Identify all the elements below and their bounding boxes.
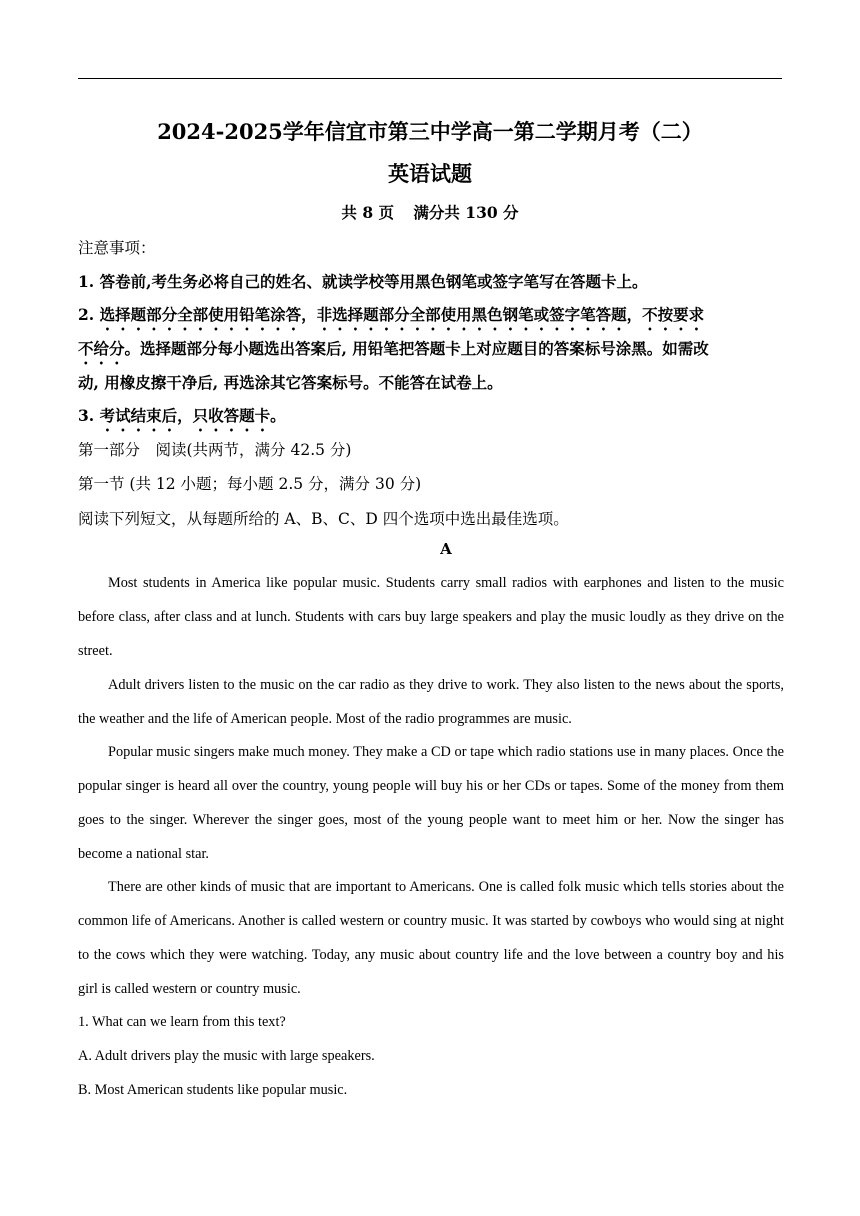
passage-paragraph-4: There are other kinds of music that are important to Americans. One is called folk music which tells stories about the common life of Americans. Another is called western or country music. It was started by cowboys who would sing at night to the cows which they were watching. Today, any music about country life and the love between a country boy and his girl is called western or country music. <box>78 879 784 997</box>
exam-title: 2024-2025学年信宜市第三中学高一第二学期月考（二） <box>157 119 703 144</box>
notice-item-2-line-3: 动, 用橡皮擦干净后, 再选涂其它答案标号。不能答在试卷上。 <box>78 373 503 392</box>
passage-paragraph-1: Most students in America like popular music. Students carry small radios with earphones and listen to the music before class, after class and at lunch. Students with cars buy large speakers and play the music loudly as they drive on the street. <box>78 575 784 659</box>
question-1-option-a: A. Adult drivers play the music with large speakers. <box>78 1048 375 1064</box>
emphasis-text: 选择题部分全部使用铅笔涂答，非选择题部分全部使用黑色钢笔或签字笔答题，不按要求 <box>99 305 705 324</box>
notice-heading: 注意事项： <box>78 239 156 257</box>
notice-item-2-line-1: 2. 选择题部分全部使用铅笔涂答，非选择题部分全部使用黑色钢笔或签字笔答题，不按要求 <box>78 305 705 324</box>
section-1-heading: 第一节 (共 12 小题；每小题 2.5 分，满分 30 分) <box>78 475 422 493</box>
notice-item-3: 3. 考试结束后，只收答题卡。 <box>78 406 286 425</box>
part-1-heading: 第一部分 阅读(共两节，满分 42.5 分) <box>78 441 352 459</box>
notice-item-1: 1. 答卷前,考生务必将自己的姓名、就读学校等用黑色钢笔或签字笔写在答题卡上。 <box>78 272 648 291</box>
passage-paragraph-3: Popular music singers make much money. They make a CD or tape which radio stations use in many places. Once the popular singer is heard all over the country, young people will buy his or her CDs or tapes. Some of the money from them goes to the singer. Wherever the singer goes, most of the young people want to meet him or her. Now the singer has become a national star. <box>78 744 784 862</box>
emphasis-text: 不给分 <box>78 339 125 358</box>
exam-subtitle: 英语试题 <box>388 161 472 186</box>
notice-item-2-line-2: 不给分。选择题部分每小题选出答案后, 用铅笔把答题卡上对应题目的答案标号涂黑。如需改 <box>78 339 709 358</box>
question-1-option-b: B. Most American students like popular music. <box>78 1082 348 1098</box>
exam-meta <box>0 201 860 223</box>
passage-label: A <box>440 540 452 558</box>
reading-instruction: 阅读下列短文，从每题所给的 A、B、C、D 四个选项中选出最佳选项。 <box>78 510 569 528</box>
full-score: 满分共 130 分 <box>413 203 519 222</box>
emphasis-text: 考试结束后，只收答题卡 <box>99 406 271 425</box>
page-count: 共 8 页 <box>341 203 394 222</box>
passage-paragraph-2: Adult drivers listen to the music on the car radio as they drive to work. They also listen to the news about the sports, the weather and the life of American people. Most of the radio programmes are music. <box>78 677 784 727</box>
question-1-stem: 1. What can we learn from this text? <box>78 1014 286 1030</box>
top-rule <box>78 78 782 79</box>
